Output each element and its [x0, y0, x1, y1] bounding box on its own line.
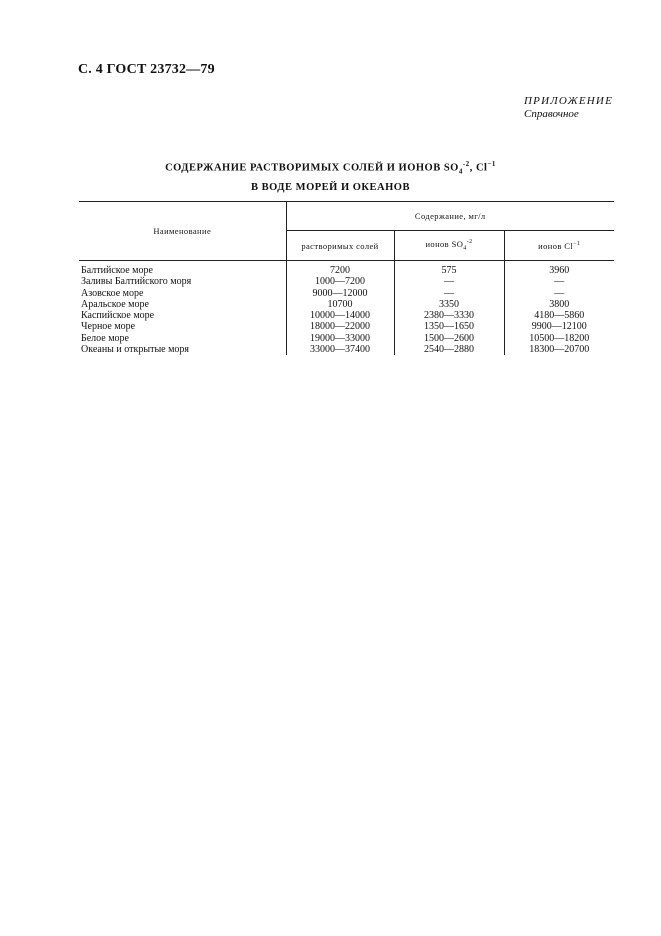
row-name: Океаны и открытые моря	[81, 344, 190, 356]
row-name: Балтийское море	[81, 265, 153, 276]
row-so4: 2380—3330	[394, 310, 504, 321]
row-name: Азовское море	[81, 287, 144, 299]
row-so4: 3350	[394, 299, 504, 310]
row-name: Каспийское море	[81, 310, 155, 322]
appendix-label: ПРИЛОЖЕНИЕ	[524, 95, 613, 107]
row-salts: 1000—7200	[286, 276, 394, 287]
row-salts: 9000—12000	[286, 288, 394, 299]
page-header: С. 4 ГОСТ 23732—79	[78, 62, 215, 77]
row-cl: 3800	[504, 299, 614, 310]
table-row	[79, 333, 614, 344]
appendix-label-block	[524, 95, 613, 121]
column-header-salts: растворимых солей	[286, 231, 394, 261]
table-row	[79, 321, 614, 332]
row-salts: 10700	[286, 299, 394, 310]
row-name: Заливы Балтийского моря	[81, 276, 192, 288]
title-line-2: В ВОДЕ МОРЕЙ И ОКЕАНОВ	[251, 181, 410, 193]
row-name: Черное море	[81, 321, 136, 333]
row-cl: 3960	[504, 261, 614, 277]
table-row	[79, 344, 614, 355]
table-body	[79, 261, 614, 356]
appendix-type: Справочное	[524, 108, 579, 120]
row-cl: 10500—18200	[504, 333, 614, 344]
row-salts: 18000—22000	[286, 321, 394, 332]
salt-content-table	[79, 201, 614, 355]
column-header-cl: ионов $Cl^{-1}$	[504, 231, 614, 261]
row-salts: 10000—14000	[286, 310, 394, 321]
row-so4: 1500—2600	[394, 333, 504, 344]
row-so4: 2540—2880	[394, 344, 504, 355]
table-row	[79, 310, 614, 321]
row-cl: —	[504, 288, 614, 299]
row-cl: 4180—5860	[504, 310, 614, 321]
row-salts: 33000—37400	[286, 344, 394, 355]
column-header-so4: ионов $SO_4^{-2}$	[394, 231, 504, 261]
table-row	[79, 276, 614, 287]
column-header-name: Наименование	[79, 202, 286, 261]
table-row	[79, 261, 614, 277]
column-header-content: Содержание, мг/л	[286, 202, 614, 231]
table-title	[0, 156, 661, 196]
row-salts: 7200	[286, 261, 394, 277]
row-cl: —	[504, 276, 614, 287]
row-so4: 1350—1650	[394, 321, 504, 332]
row-name: Аральское море	[81, 298, 149, 310]
table-row	[79, 288, 614, 299]
row-so4: —	[394, 276, 504, 287]
row-cl: 18300—20700	[504, 344, 614, 355]
title-line-1: СОДЕРЖАНИЕ РАСТВОРИМЫХ СОЛЕЙ И ИОНОВ $SO_4^{-2}$, $Cl^{-1}$	[165, 160, 496, 176]
row-so4: 575	[394, 261, 504, 277]
row-salts: 19000—33000	[286, 333, 394, 344]
row-cl: 9900—12100	[504, 321, 614, 332]
table-row	[79, 299, 614, 310]
row-name: Белое море	[81, 332, 129, 344]
row-so4: —	[394, 288, 504, 299]
